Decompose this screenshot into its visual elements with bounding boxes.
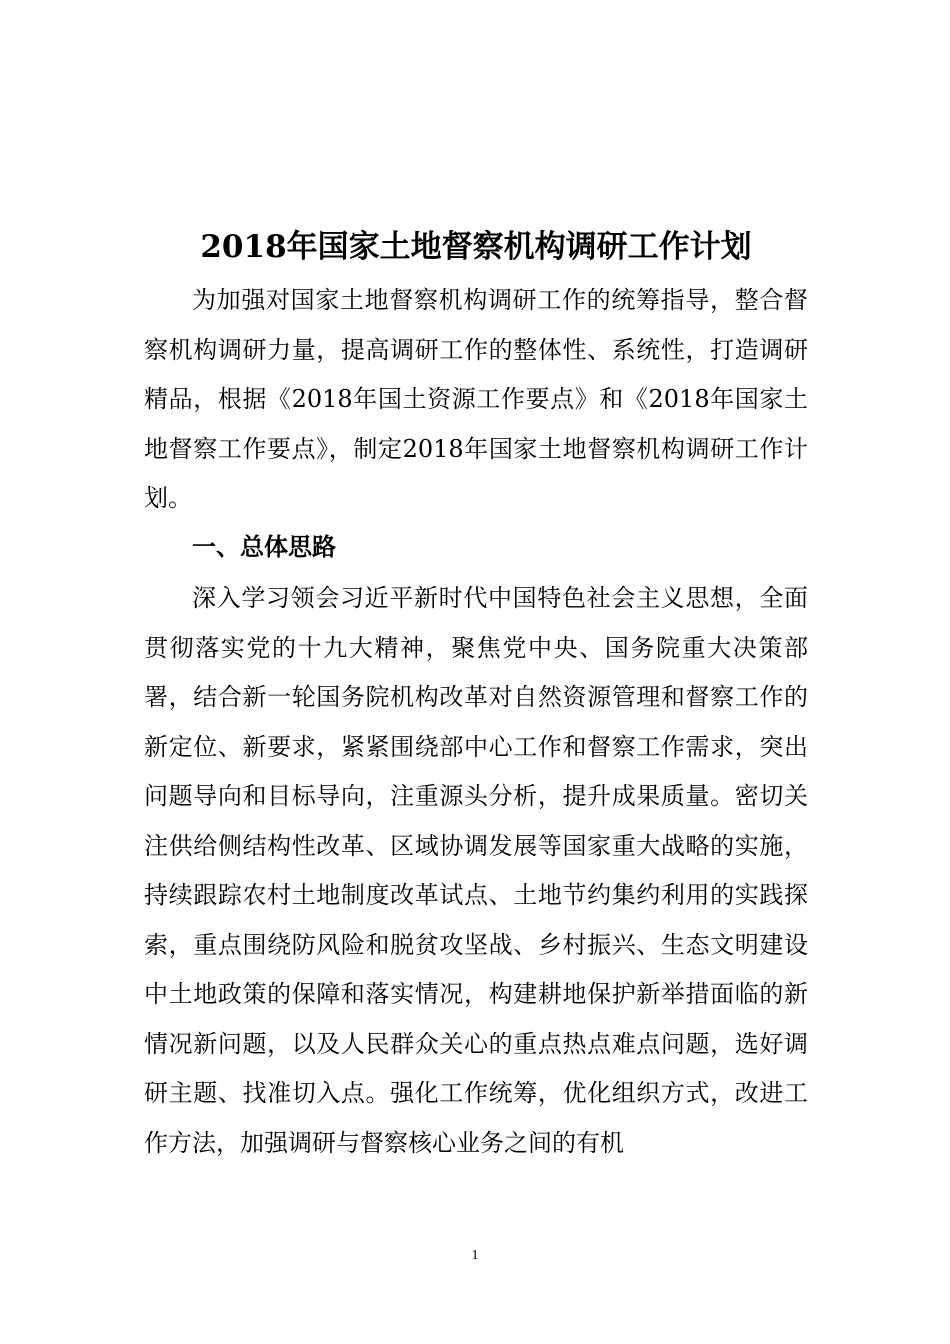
section-1-paragraph: 深入学习领会习近平新时代中国特色社会主义思想，全面贯彻落实党的十九大精神，聚焦党中央、国务院重大决策部署，结合新一轮国务院机构改革对自然资源管理和督察工作的新定位、新要求，紧紧围绕部中心工作和督察工作需求，突出问题导向和目标导向，注重源头分析，提升成果质量。密切关注供给侧结构性改革、区域协调发展等国家重大战略的实施，持续跟踪农村土地制度改革试点、土地节约集约利用的实践探索，重点围绕防风险和脱贫攻坚战、乡村振兴、生态文明建设中土地政策的保障和落实情况，构建耕地保护新举措面临的新情况新问题，以及人民群众关心的重点热点难点问题，选好调研主题、找准切入点。强化工作统筹，优化组织方式，改进工作方法，加强调研与督察核心业务之间的有机 [144, 584, 808, 1157]
intro-paragraph: 为加强对国家土地督察机构调研工作的统筹指导，整合督察机构调研力量，提高调研工作的整体性、系统性，打造调研精品，根据《2018年国土资源工作要点》和《2018年国家土地督察工作要点》，制定2018年国家土地督察机构调研工作计划。 [144, 286, 808, 512]
section-heading-overall-approach: 一、总体思路 [192, 533, 336, 561]
page-number: 1 [471, 1248, 479, 1263]
document-title: 2018年国家土地督察机构调研工作计划 [200, 229, 752, 265]
